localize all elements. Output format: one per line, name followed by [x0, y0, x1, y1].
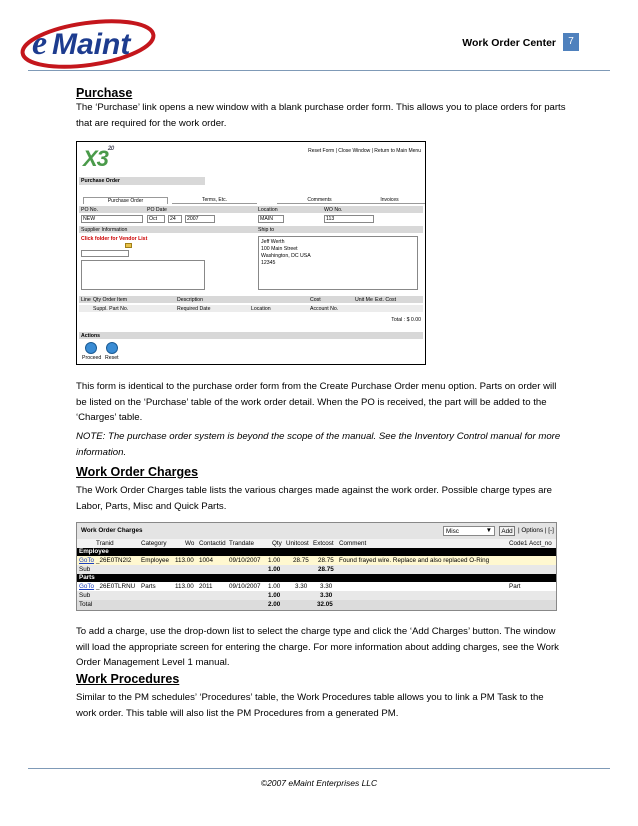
proceed-label: Proceed — [82, 355, 102, 361]
cell-qty: 1.00 — [268, 557, 281, 564]
subtotal-qty: 1.00 — [268, 566, 281, 573]
col-qty-order: Qty Order — [93, 297, 116, 303]
shipto-label: Ship to — [258, 227, 275, 233]
purchase-intro: The ‘Purchase’ link opens a new window with a blank purchase order form. This allows you to place orders for parts that are required for the work order. — [76, 102, 566, 129]
th-code1: Code1 — [509, 540, 528, 547]
charges-heading: Work Order Charges — [76, 465, 199, 479]
po-title: Purchase Order — [81, 178, 120, 184]
options-links[interactable]: | Options | [-] — [518, 527, 554, 534]
th-wo: Wo — [185, 540, 195, 547]
location-select[interactable]: MAIN — [260, 216, 273, 222]
location-label: Location — [258, 207, 278, 213]
ship-to-line: Jeff Werth — [261, 239, 285, 245]
supplier-address-box[interactable] — [81, 260, 205, 290]
procedures-heading: Work Procedures — [76, 672, 180, 686]
chevron-down-icon[interactable]: ▼ — [485, 527, 492, 534]
subtotal-label: Sub — [79, 566, 91, 573]
col-item: Item — [117, 297, 128, 303]
cell-tranid: _26E0TLRNU — [96, 583, 136, 590]
day-select[interactable]: 24 — [170, 216, 176, 222]
vendor-field[interactable] — [81, 250, 129, 257]
tab-terms[interactable]: Terms, Etc. — [172, 197, 257, 204]
month-select[interactable]: Oct — [149, 216, 158, 222]
col-suppl-part: Suppl. Part No. — [93, 306, 129, 312]
group-employee: Employee — [79, 548, 109, 555]
folder-icon[interactable] — [125, 243, 132, 248]
x3-logo: $X3^{2.0}$ — [83, 146, 114, 171]
cell-unitcost: 3.30 — [295, 583, 308, 590]
tab-comments[interactable]: Comments — [277, 197, 362, 204]
subtotal-ext: 3.30 — [320, 592, 333, 599]
subtotal-qty: 1.00 — [268, 592, 281, 599]
cell-wo: 113.00 — [175, 557, 194, 564]
tab-purchase-order[interactable]: Purchase Order — [83, 197, 168, 204]
goto-link[interactable]: GoTo — [79, 557, 95, 564]
actions-label: Actions — [81, 333, 101, 339]
cell-tranid: _26E0TN2I2 — [96, 557, 132, 564]
cell-category: Parts — [141, 583, 156, 590]
vendor-list-link[interactable]: Click folder for Vendor List — [81, 236, 148, 242]
cell-extcost: 28.75 — [318, 557, 334, 564]
ship-to-line: 12345 — [261, 260, 276, 266]
col-required-date: Required Date — [177, 306, 211, 312]
th-tranid: Tranid — [96, 540, 114, 547]
th-trandate: Trandate — [229, 540, 254, 547]
add-charge-button[interactable]: Add — [499, 526, 515, 536]
purchase-order-screenshot — [76, 141, 426, 365]
top-nav-links[interactable]: Reset Form | Close Window | Return to Main Menu — [308, 148, 421, 154]
ship-to-line: Washington, DC USA — [261, 253, 311, 259]
cell-category: Employee — [141, 557, 170, 564]
col-ext-cost: Ext. Cost — [375, 297, 397, 303]
purchase-heading: Purchase — [76, 86, 133, 100]
reset-icon[interactable] — [106, 342, 118, 354]
cell-unitcost: 28.75 — [293, 557, 309, 564]
cell-comment: Found frayed wire. Replace and also replaced O-Ring — [339, 557, 490, 564]
wo-no-label: WO No. — [324, 207, 343, 213]
supplier-label: Supplier Information — [81, 227, 128, 233]
th-qty: Qty — [272, 540, 282, 547]
col-location: Location — [251, 306, 271, 312]
th-contactid: Contactid — [199, 540, 226, 547]
th-extcost: Extcost — [313, 540, 334, 547]
col-account-no: Account No. — [310, 306, 339, 312]
group-parts: Parts — [79, 574, 95, 581]
svg-text:e: e — [32, 25, 48, 62]
charges-table-screenshot — [76, 522, 557, 611]
cell-extcost: 3.30 — [320, 583, 333, 590]
col-cost: Cost — [310, 297, 321, 303]
col-unit-me: Unit Me — [355, 297, 373, 303]
cell-code1: Part — [509, 583, 521, 590]
procedures-intro: Similar to the PM schedules’ ‘Procedures’ table, the Work Procedures table allows you to link a PM Task to the work order. This table will also list the PM Procedures from a generated PM. — [76, 692, 544, 719]
charges-after: To add a charge, use the drop-down list to select the charge type and click the ‘Add Charges’ button. The window will load the appropriate screen for entering the charge. For more information about adding charges, see the Work Order Management Level 1 manual. — [76, 626, 559, 668]
footer-rule — [28, 768, 610, 769]
subtotal-label: Sub — [79, 592, 91, 599]
footer-copyright: ©2007 eMaint Enterprises LLC — [260, 778, 378, 788]
po-total: Total : $ 0.00 — [391, 317, 421, 323]
purchase-note: NOTE: The purchase order system is beyond the scope of the manual. See the Inventory Control manual for more information. — [76, 431, 561, 458]
po-no-field[interactable]: NEW — [83, 216, 96, 222]
cell-trandate: 09/10/2007 — [229, 557, 261, 564]
purchase-after: This form is identical to the purchase order form from the Create Purchase Order menu option. Parts on order will be listed on the ‘Purchase’ table of the work order detail. When the PO is received, the part will be added to the ‘Charges’ table. — [76, 381, 557, 423]
po-date-label: PO Date — [147, 207, 167, 213]
header-title: Work Order Center — [462, 37, 556, 49]
cell-contactid: 2011 — [199, 583, 213, 590]
subtotal-ext: 28.75 — [318, 566, 334, 573]
th-acct-no: Acct_no — [529, 540, 552, 547]
th-unitcost: Unitcost — [286, 540, 309, 547]
total-ext: 32.05 — [317, 601, 333, 608]
cell-wo: 113.00 — [175, 583, 194, 590]
po-no-label: PO No. — [81, 207, 99, 213]
year-field[interactable]: 2007 — [187, 216, 199, 222]
emaint-logo — [18, 14, 160, 70]
total-label: Total — [79, 601, 93, 608]
th-category: Category — [141, 540, 167, 547]
ship-to-line: 100 Main Street — [261, 246, 298, 252]
cell-qty: 1.00 — [268, 583, 281, 590]
header-rule — [28, 70, 610, 71]
charge-type-select[interactable]: Misc — [446, 528, 459, 535]
charges-intro: The Work Order Charges table lists the various charges made against the work order. Possible charge types are Labor, Parts, Misc and Quick Parts. — [76, 485, 553, 512]
proceed-icon[interactable] — [85, 342, 97, 354]
svg-text:Maint: Maint — [52, 28, 131, 61]
goto-link[interactable]: GoTo — [79, 583, 95, 590]
col-line: Line — [81, 297, 91, 303]
tab-invoices[interactable]: Invoices — [347, 197, 426, 204]
total-qty: 2.00 — [268, 601, 281, 608]
ship-to-box[interactable] — [258, 236, 418, 290]
th-comment: Comment — [339, 540, 367, 547]
cell-contactid: 1004 — [199, 557, 214, 564]
reset-label: Reset — [105, 355, 119, 361]
col-description: Description — [177, 297, 203, 303]
wo-no-field[interactable]: 113 — [326, 216, 335, 222]
page-number: 7 — [563, 33, 579, 51]
charges-table-title: Work Order Charges — [81, 527, 143, 534]
cell-trandate: 09/10/2007 — [229, 583, 261, 590]
